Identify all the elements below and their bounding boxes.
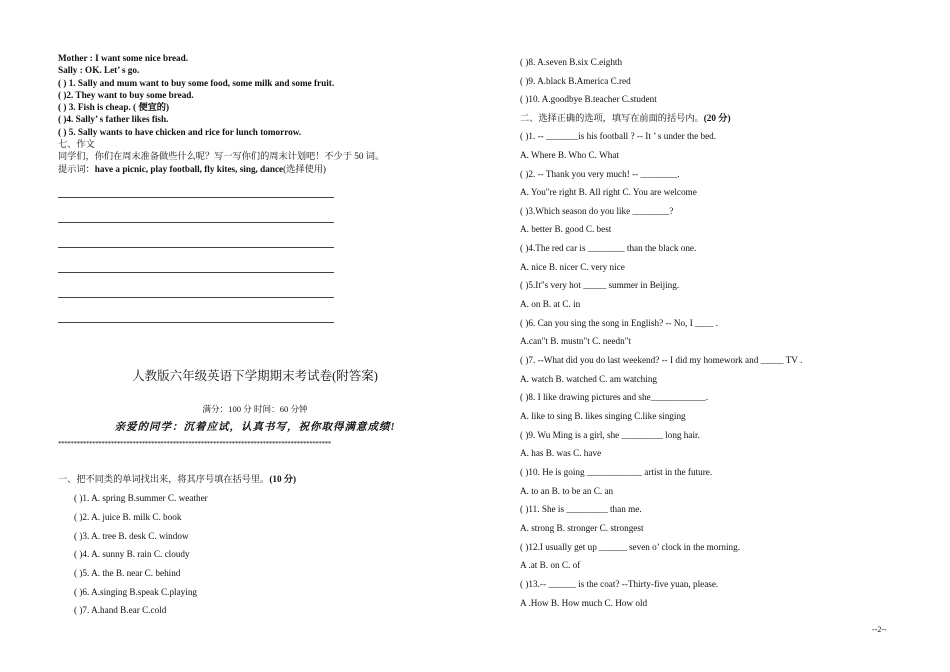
writing-heading: 七、作文 (58, 139, 95, 149)
page-number: --2-- (872, 625, 887, 634)
writing-line-4[interactable] (58, 272, 334, 273)
section2-question-13: ( )13.-- ______ is the coat? --Thirty-five yuan, please. (520, 579, 719, 589)
section1-points: (10 分) (269, 474, 297, 484)
section2-question-11: ( )11. She is _________ than me. (520, 504, 642, 514)
section2-question-7: ( )7. --What did you do last weekend? -- I did my homework and _____ TV . (520, 355, 803, 365)
section2-options-5: A. on B. at C. in (520, 299, 581, 309)
section2-options-12: A .at B. on C. of (520, 560, 581, 570)
dialog-line-2: Sally : OK. Let’ s go. (58, 65, 140, 75)
writing-line-3[interactable] (58, 247, 334, 248)
section1-item-9: ( )9. A.black B.America C.red (520, 76, 631, 86)
section2-heading-text: 二、选择正确的选项，填写在前面的括号内。 (520, 113, 704, 123)
section1-item-10: ( )10. A.goodbye B.teacher C.student (520, 94, 657, 104)
section2-question-1: ( )1. -- _______is his football ? -- It ’ s under the bed. (520, 131, 717, 141)
writing-line-1[interactable] (58, 197, 334, 198)
section2-options-6: A.can"t B. mustn"t C. needn"t (520, 336, 632, 346)
section2-heading (520, 112, 731, 124)
section1-heading-text: 一、把不同类的单词找出来，将其序号填在括号里。 (58, 474, 270, 484)
section2-options-10: A. to an B. to be an C. an (520, 486, 614, 496)
hint-label: 提示词： (58, 164, 95, 174)
section1-item-5: ( )5. A. the B. near C. behind (74, 568, 181, 578)
section1-item-7: ( )7. A.hand B.ear C.cold (74, 605, 167, 615)
section1-heading (58, 473, 296, 485)
section2-question-6: ( )6. Can you sing the song in English? -- No, I ____ . (520, 318, 719, 328)
tf-question-2: ( )2. They want to buy some bread. (58, 90, 194, 100)
section1-item-1: ( )1. A. spring B.summer C. weather (74, 493, 208, 503)
section1-item-4: ( )4. A. sunny B. rain C. cloudy (74, 549, 190, 559)
tf-question-1: ( ) 1. Sally and mum want to buy some food, some milk and some fruit. (58, 78, 335, 88)
section2-options-11: A. strong B. stronger C. strongest (520, 523, 644, 533)
section2-question-3: ( )3.Which season do you like ________? (520, 206, 674, 216)
exam-slogan: 亲爱的同学：沉着应试，认真书写，祝你取得满意成绩! (114, 422, 396, 433)
section2-question-9: ( )9. Wu Ming is a girl, she _________ long hair. (520, 430, 700, 440)
section2-options-9: A. has B. was C. have (520, 448, 602, 458)
tf-question-5: ( ) 5. Sally wants to have chicken and rice for lunch tomorrow. (58, 127, 302, 137)
section1-item-6: ( )6. A.singing B.speak C.playing (74, 587, 198, 597)
star-divider: **************************************************************************************** (58, 440, 331, 448)
section2-options-1: A. Where B. Who C. What (520, 150, 620, 160)
section1-item-8: ( )8. A.seven B.six C.eighth (520, 57, 623, 67)
section1-item-2: ( )2. A. juice B. milk C. book (74, 512, 182, 522)
writing-line-2[interactable] (58, 222, 334, 223)
section2-options-4: A. nice B. nicer C. very nice (520, 262, 625, 272)
section2-question-8: ( )8. I like drawing pictures and she____________. (520, 392, 709, 402)
writing-prompt: 同学们，你们在周末准备做些什么呢？写一写你们的周末计划吧！不少于 50 词。 (58, 151, 385, 161)
section1-item-3: ( )3. A. tree B. desk C. window (74, 531, 189, 541)
hint-words: have a picnic, play football, fly kites, sing, dance (94, 164, 284, 174)
section2-question-5: ( )5.It"s very hot _____ summer in Beijing. (520, 280, 680, 290)
exam-title: 人教版六年级英语下学期期末考试卷(附答案) (132, 369, 378, 383)
section2-points: (20 分) (703, 113, 731, 123)
tf-question-3: ( ) 3. Fish is cheap. ( 便宜的) (58, 102, 170, 112)
exam-score-time: 满分：100 分 时间：60 分钟 (202, 404, 308, 414)
section2-question-12: ( )12.I usually get up ______ seven o’ clock in the morning. (520, 542, 741, 552)
section2-options-7: A. watch B. watched C. am watching (520, 374, 658, 384)
section2-options-2: A. You"re right B. All right C. You are welcome (520, 187, 697, 197)
writing-line-5[interactable] (58, 297, 334, 298)
writing-line-6[interactable] (58, 322, 334, 323)
section2-options-8: A. like to sing B. likes singing C.like singing (520, 411, 686, 421)
section2-question-10: ( )10. He is going ____________ artist in the future. (520, 467, 713, 477)
section2-question-4: ( )4.The red car is ________ than the black one. (520, 243, 697, 253)
dialog-line-1: Mother : I want some nice bread. (58, 53, 189, 63)
section2-options-13: A .How B. How much C. How old (520, 598, 648, 608)
hint-suffix: (选择使用) (283, 164, 326, 174)
section2-question-2: ( )2. -- Thank you very much! -- ________. (520, 169, 680, 179)
tf-question-4: ( )4. Sally’ s father likes fish. (58, 114, 169, 124)
section2-options-3: A. better B. good C. best (520, 224, 612, 234)
writing-hint (58, 163, 326, 175)
